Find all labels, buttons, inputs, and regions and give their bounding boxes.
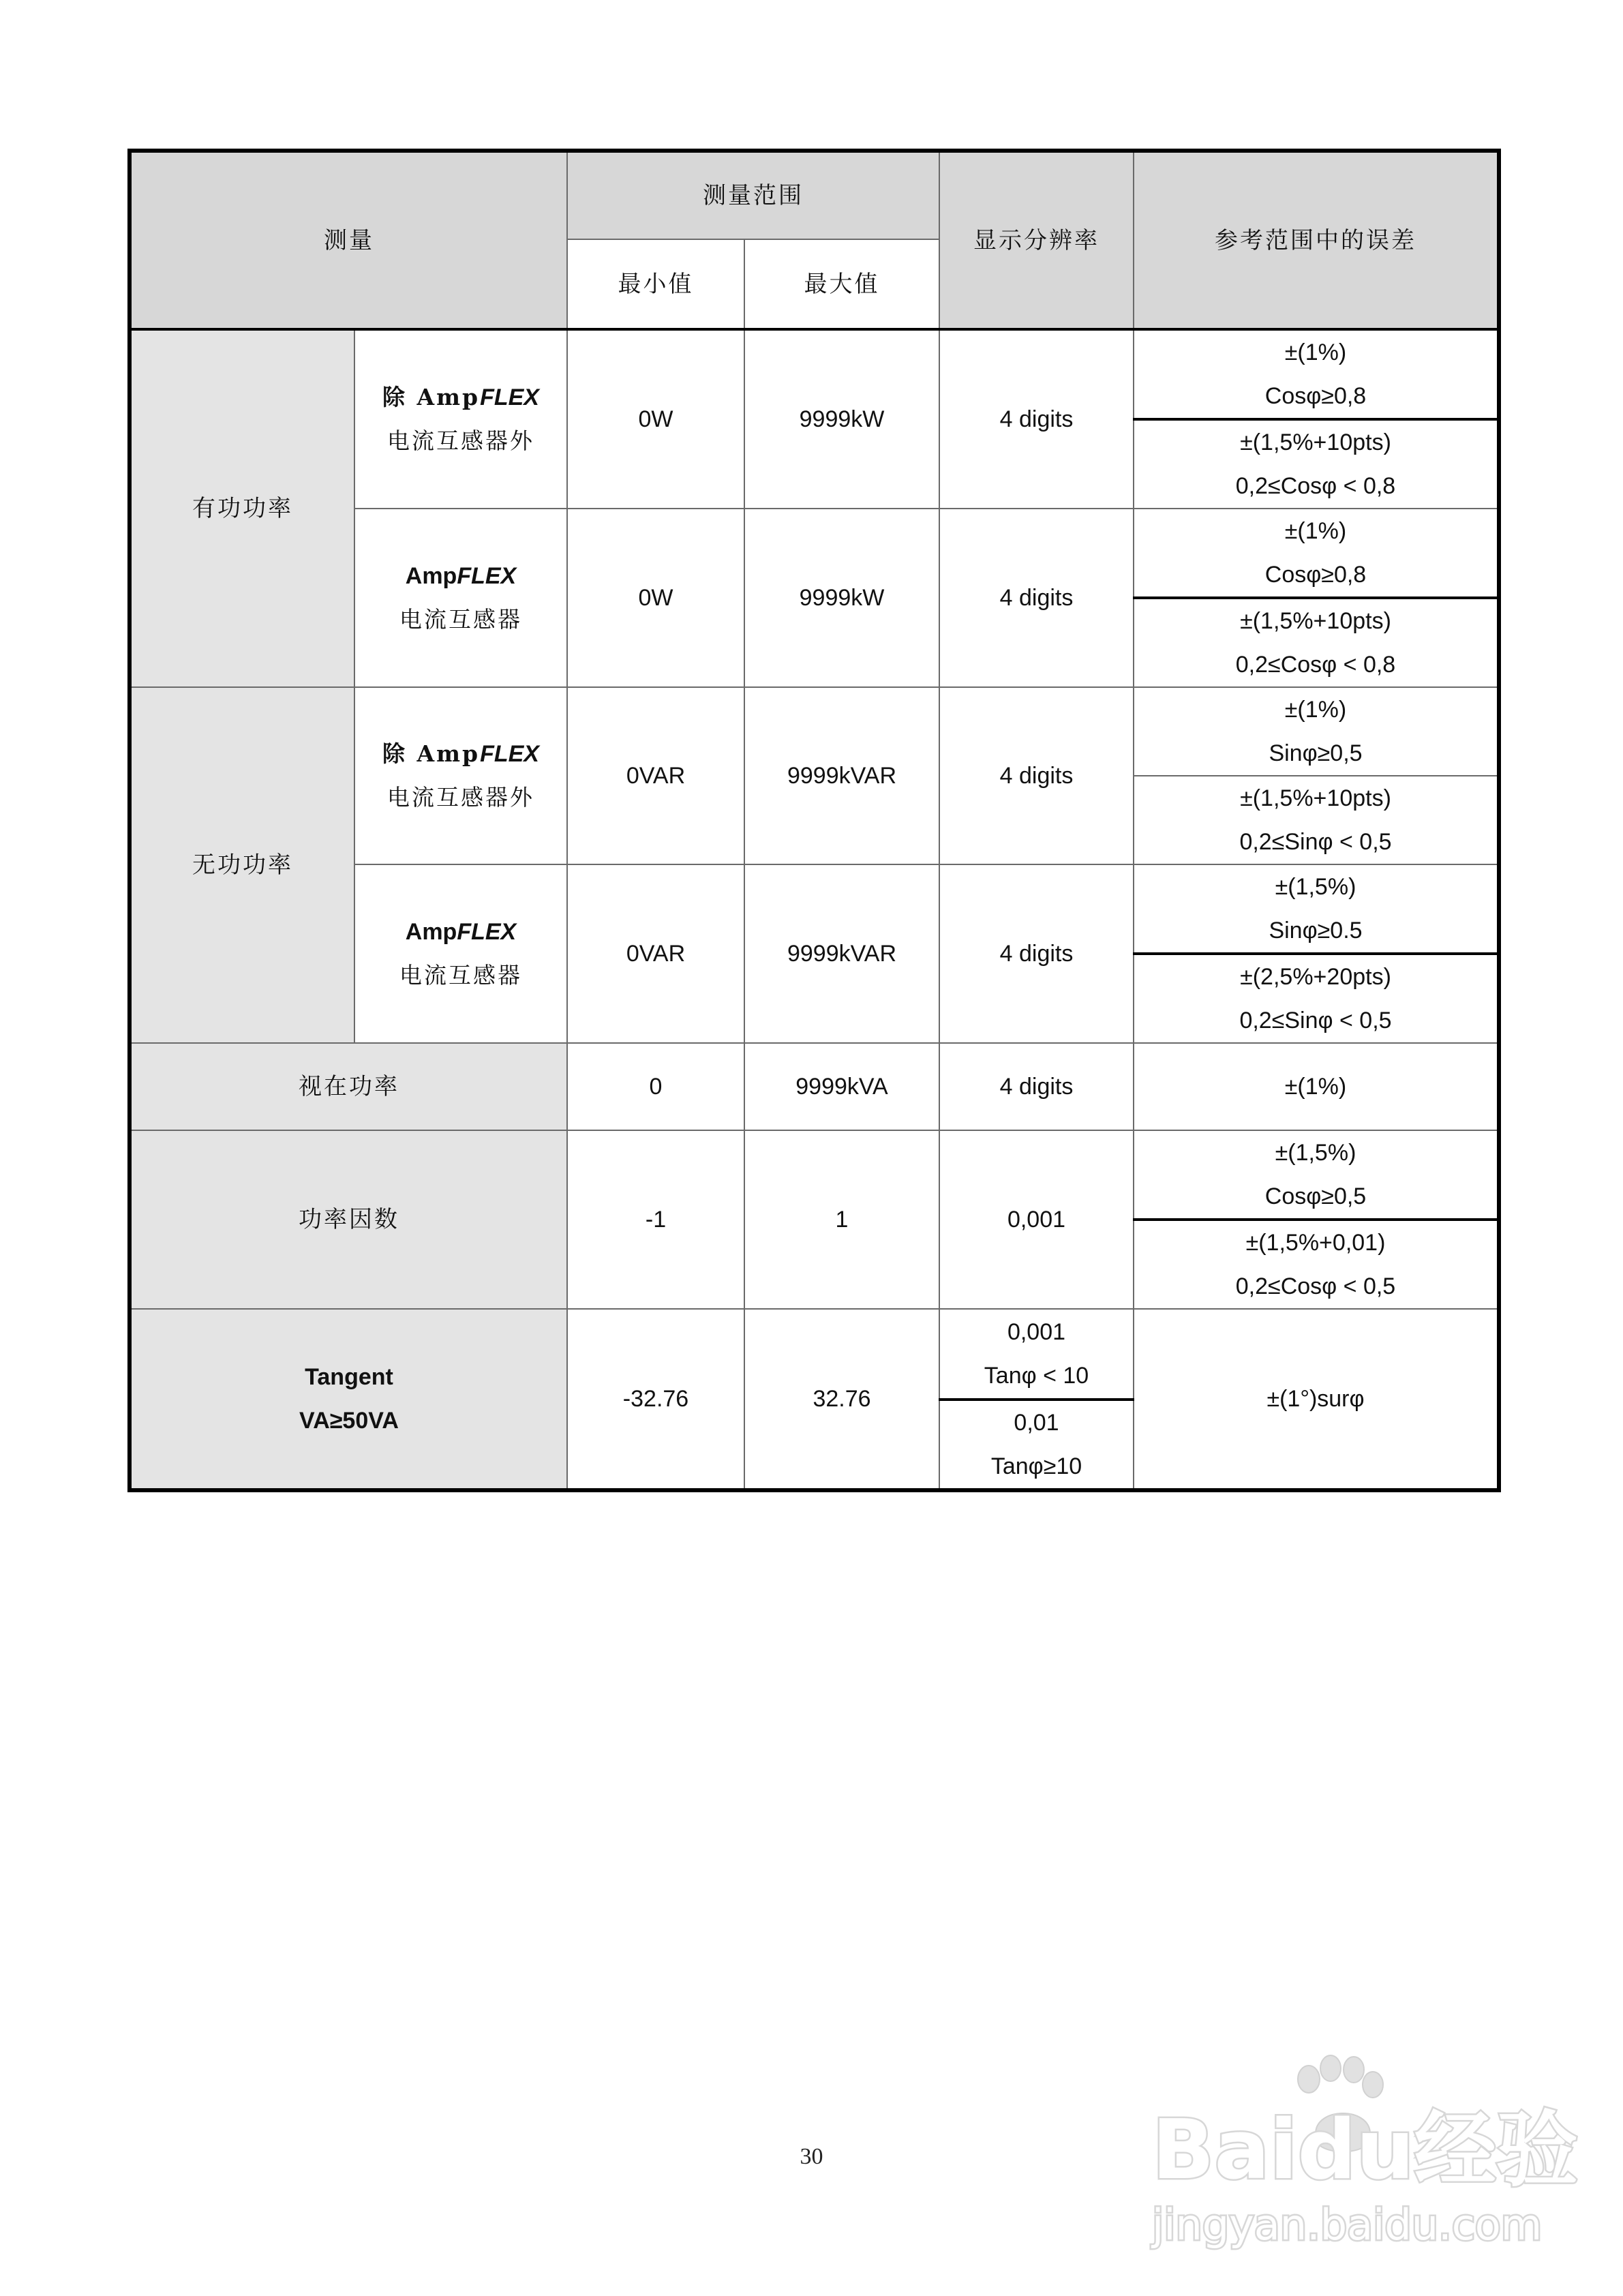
header-error: 参考范围中的误差 bbox=[1134, 151, 1499, 329]
tangent-error: ±(1°)surφ bbox=[1134, 1309, 1499, 1490]
apparent-power-max: 9999kVA bbox=[744, 1043, 939, 1130]
apparent-power-min: 0 bbox=[567, 1043, 744, 1130]
reactive-power-resolution-2: 4 digits bbox=[939, 864, 1134, 1043]
power-factor-error-b: ±(1,5%+0,01) 0,2≤Cosφ < 0,5 bbox=[1134, 1220, 1499, 1309]
header-range: 测量范围 bbox=[567, 151, 939, 239]
sensor-prefix: Amp bbox=[405, 563, 457, 589]
header-min: 最小值 bbox=[567, 239, 744, 329]
spec-table bbox=[127, 149, 1501, 1492]
header-max: 最大值 bbox=[744, 239, 939, 329]
active-power-resolution-2: 4 digits bbox=[939, 509, 1134, 687]
sensor-prefix: Amp bbox=[405, 919, 457, 945]
sensor-line2: 电流互感器外 bbox=[387, 427, 534, 454]
power-factor-label: 功率因数 bbox=[130, 1130, 567, 1309]
active-power-sensor-1 bbox=[354, 329, 567, 509]
active-power-max-2: 9999kW bbox=[744, 509, 939, 687]
active-power-error-2b: ±(1,5%+10pts) 0,2≤Cosφ < 0,8 bbox=[1134, 598, 1499, 687]
apparent-power-label: 视在功率 bbox=[130, 1043, 567, 1130]
active-power-min-1: 0W bbox=[567, 329, 744, 509]
reactive-power-min-1: 0VAR bbox=[567, 687, 744, 864]
active-power-error-2a: ±(1%) Cosφ≥0,8 bbox=[1134, 509, 1499, 598]
baidu-watermark bbox=[1152, 2045, 1578, 2250]
svg-text:jingyan.baidu.com: jingyan.baidu.com bbox=[1152, 2200, 1543, 2250]
apparent-power-error: ±(1%) bbox=[1134, 1043, 1499, 1130]
tangent-resolution-b: 0,01 Tanφ≥10 bbox=[939, 1400, 1134, 1490]
sensor-line2: 电流互感器 bbox=[399, 606, 522, 633]
baidu-logo-icon bbox=[1152, 2045, 1578, 2250]
reactive-power-error-2a: ±(1,5%) Sinφ≥0.5 bbox=[1134, 864, 1499, 954]
active-power-label: 有功功率 bbox=[130, 329, 354, 687]
svg-text:Baidu经验: Baidu经验 bbox=[1152, 2103, 1578, 2198]
sensor-line2: 电流互感器外 bbox=[387, 784, 534, 811]
apparent-power-resolution: 4 digits bbox=[939, 1043, 1134, 1130]
power-factor-max: 1 bbox=[744, 1130, 939, 1309]
sensor-flex: FLEX bbox=[480, 384, 539, 410]
active-power-sensor-2 bbox=[354, 509, 567, 687]
active-power-error-1a: ±(1%) Cosφ≥0,8 bbox=[1134, 329, 1499, 419]
sensor-line2: 电流互感器 bbox=[399, 962, 522, 988]
sensor-prefix: 除 Amp bbox=[382, 740, 481, 767]
active-power-min-2: 0W bbox=[567, 509, 744, 687]
reactive-power-sensor-1 bbox=[354, 687, 567, 864]
reactive-power-max-2: 9999kVAR bbox=[744, 864, 939, 1043]
tangent-min: -32.76 bbox=[567, 1309, 744, 1490]
sensor-flex: FLEX bbox=[457, 563, 517, 589]
sensor-flex: FLEX bbox=[480, 741, 539, 767]
active-power-resolution-1: 4 digits bbox=[939, 329, 1134, 509]
active-power-error-1b: ±(1,5%+10pts) 0,2≤Cosφ < 0,8 bbox=[1134, 419, 1499, 509]
power-factor-error-a: ±(1,5%) Cosφ≥0,5 bbox=[1134, 1130, 1499, 1220]
reactive-power-max-1: 9999kVAR bbox=[744, 687, 939, 864]
sensor-flex: FLEX bbox=[457, 919, 517, 945]
power-factor-resolution: 0,001 bbox=[939, 1130, 1134, 1309]
header-resolution: 显示分辨率 bbox=[939, 151, 1134, 329]
reactive-power-label: 无功功率 bbox=[130, 687, 354, 1043]
reactive-power-sensor-2 bbox=[354, 864, 567, 1043]
reactive-power-error-1b: ±(1,5%+10pts) 0,2≤Sinφ < 0,5 bbox=[1134, 776, 1499, 864]
reactive-power-resolution-1: 4 digits bbox=[939, 687, 1134, 864]
active-power-max-1: 9999kW bbox=[744, 329, 939, 509]
sensor-prefix: 除 Amp bbox=[382, 384, 481, 410]
reactive-power-min-2: 0VAR bbox=[567, 864, 744, 1043]
reactive-power-error-2b: ±(2,5%+20pts) 0,2≤Sinφ < 0,5 bbox=[1134, 954, 1499, 1043]
reactive-power-error-1a: ±(1%) Sinφ≥0,5 bbox=[1134, 687, 1499, 776]
tangent-resolution-a: 0,001 Tanφ < 10 bbox=[939, 1309, 1134, 1400]
tangent-label: Tangent VA≥50VA bbox=[130, 1309, 567, 1490]
header-measurement: 测量 bbox=[130, 151, 567, 329]
power-factor-min: -1 bbox=[567, 1130, 744, 1309]
page-number: 30 bbox=[800, 2144, 823, 2169]
tangent-max: 32.76 bbox=[744, 1309, 939, 1490]
